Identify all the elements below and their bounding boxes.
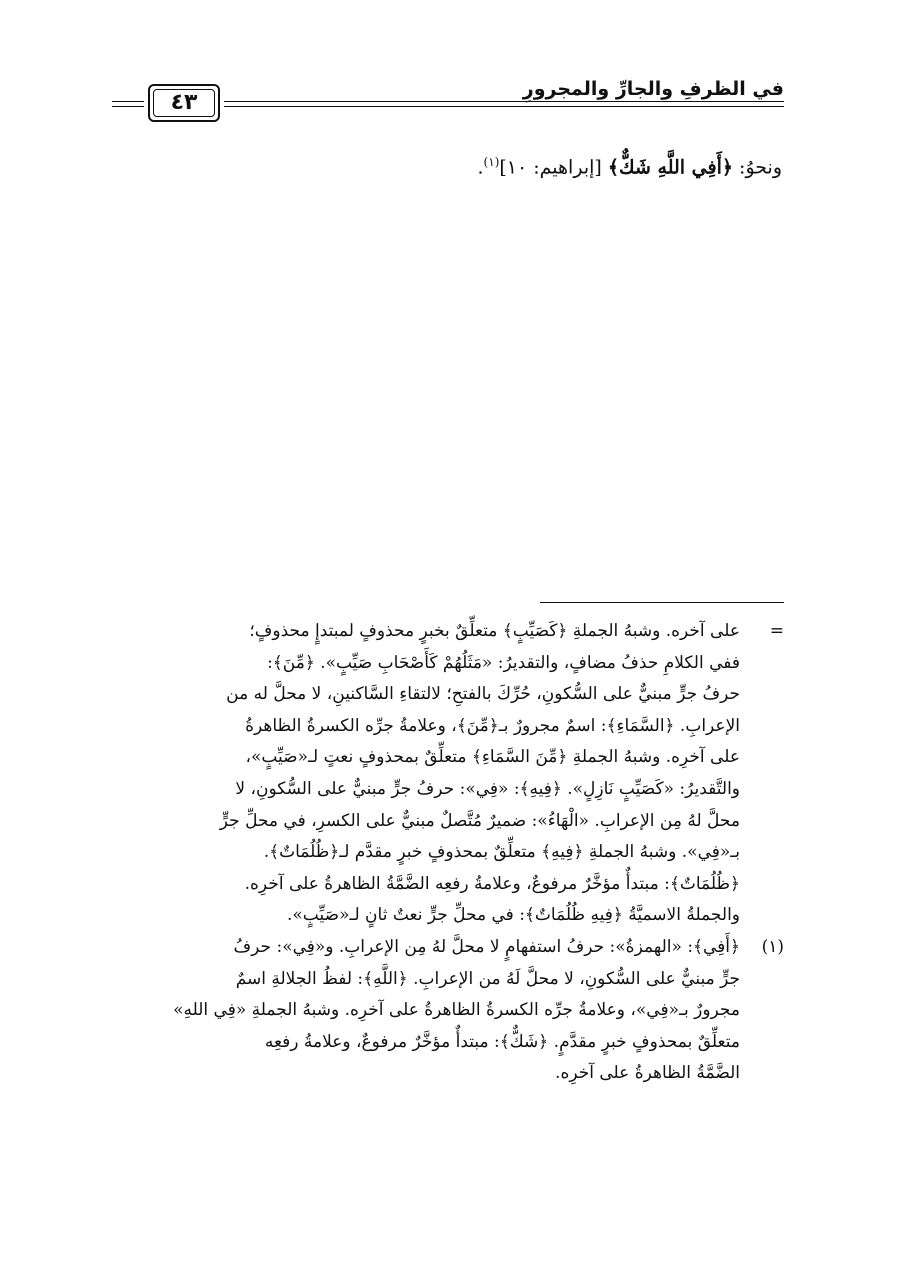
- footnote-line: والجملةُ الاسميَّةُ ﴿فِيهِ ظُلُمَاتٌ﴾: في محلِّ جرٍّ نعتٌ ثانٍ لـ«صَيِّبٍ».: [287, 905, 740, 926]
- footnote-continued: [112, 616, 784, 932]
- footnote-line: الضَّمَّةُ الظاهرةُ على آخرِه.: [555, 1063, 740, 1084]
- footnote-line: مجرورٌ بـ«فِي»، وعلامةُ جرِّه الكسرةُ الظاهرةُ على آخرِه. وشبهُ الجملةِ «فِي اللهِ»: [173, 1000, 740, 1021]
- page-number-frame: [148, 84, 220, 122]
- verse-citation: [إبراهيم: ١٠]: [499, 156, 608, 179]
- footnote-line: على آخره. وشبهُ الجملةِ ﴿كَصَيِّبٍ﴾ متعلِّقٌ بخبرٍ محذوفٍ لمبتدإٍ محذوفٍ؛: [249, 621, 740, 641]
- running-title: في الظرفِ والجارِّ والمجرورِ: [522, 78, 784, 100]
- footnote-line: حرفُ جرٍّ مبنيٌّ على السُّكونِ، حُرِّكَ بالفتحِ؛ لالتقاءِ السَّاكنينِ، لا محلَّ له من: [226, 684, 740, 705]
- footnote-line: الإعرابِ. ﴿السَّمَاءِ﴾: اسمٌ مجرورٌ بـ﴿مِّنَ﴾، وعلامةُ جرِّه الكسرةُ الظاهرةُ: [245, 715, 740, 736]
- footnote-line: متعلِّقٌ بمحذوفٍ خبرٍ مقدَّمٍ. ﴿شَكٌّ﴾: مبتدأٌ مؤخَّرٌ مرفوعٌ، وعلامةُ رفعِه: [264, 1031, 740, 1052]
- quran-verse: ﴿أَفِي اللَّهِ شَكٌّ﴾: [607, 156, 734, 179]
- footnotes: [112, 616, 784, 1090]
- footnote-line: ﴿ظُلُمَاتٌ﴾: مبتدأٌ مؤخَّرٌ مرفوعٌ، وعلامةُ رفعِه الضَّمَّةُ الظاهرةُ على آخرِه.: [244, 873, 740, 894]
- main-intro: ونحوُ:: [733, 156, 782, 179]
- page-number: ٤٣: [170, 90, 198, 115]
- main-end-punctuation: .: [477, 156, 484, 179]
- page-header: [112, 78, 784, 128]
- footnote-marker: (١): [761, 936, 784, 957]
- footnote-line: ﴿أَفِي﴾: «الهمزةُ»: حرفُ استفهامٍ لا محلَّ لهُ مِن الإعرابِ. و«فِي»: حرفُ: [233, 936, 740, 957]
- header-rule-top: [224, 101, 784, 102]
- header-rule-left-bottom: [112, 106, 144, 107]
- header-rule-bottom: [224, 106, 784, 107]
- footnote-reference[interactable]: (١): [483, 155, 500, 169]
- footnote-line: محلَّ لهُ مِن الإعرابِ. «الْهَاءُ»: ضميرٌ مُتَّصلٌ مبنيٌّ على الكسرِ، في محلِّ جرٍّ: [219, 810, 740, 831]
- footnote-1: [112, 932, 784, 1090]
- footnote-marker: =: [769, 621, 784, 641]
- main-text: [122, 146, 782, 183]
- footnote-line: على آخرِه. وشبهُ الجملةِ ﴿مِّنَ السَّمَاءِ﴾ متعلِّقٌ بمحذوفٍ نعتٍ لـ«صَيِّبٍ»،: [245, 747, 740, 768]
- footnote-line: جرٍّ مبنيٌّ على السُّكونِ، لا محلَّ لَهُ من الإعرابِ. ﴿اللَّهِ﴾: لفظُ الجلالةِ اسمٌ: [235, 968, 740, 989]
- footnote-separator: [540, 602, 784, 603]
- footnote-line: والتَّقديرُ: «كَصَيِّبٍ نَازِلٍ». ﴿فِيهِ﴾: «فِي»: حرفُ جرٍّ مبنيٌّ على السُّكونِ، لا: [235, 778, 740, 799]
- footnote-line: بـ«فِي». وشبهُ الجملةِ ﴿فِيهِ﴾ متعلِّقٌ بمحذوفٍ خبرٍ مقدَّم لـ﴿ظُلُمَاتٌ﴾.: [263, 842, 740, 863]
- footnote-line: ففي الكلامِ حذفُ مضافٍ، والتقديرُ: «مَثَلُهُمْ كَأَصْحَابِ صَيِّبٍ». ﴿مِّنَ﴾:: [267, 652, 740, 673]
- header-rule-left-top: [112, 101, 144, 102]
